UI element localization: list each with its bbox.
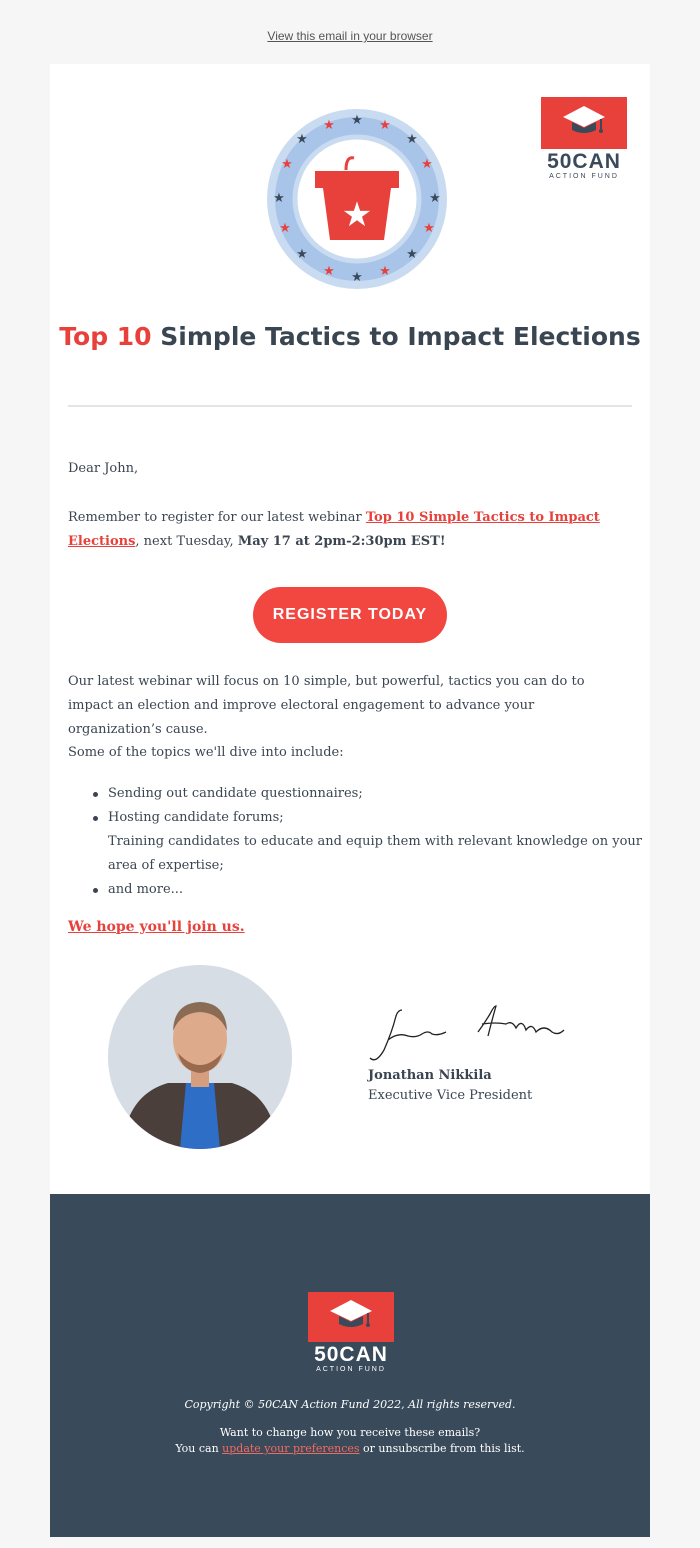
list-item: Hosting candidate forums;	[108, 806, 668, 830]
list-item: Training candidates to educate and equip them with relevant knowledge on your area of expertise;	[108, 834, 643, 873]
svg-text:★: ★	[351, 113, 363, 128]
svg-text:★: ★	[296, 247, 308, 262]
svg-text:★: ★	[323, 264, 335, 279]
svg-text:★: ★	[296, 132, 308, 147]
signature-icon	[366, 1002, 566, 1064]
list-item: Sending out candidate questionnaires;	[108, 782, 668, 806]
brand-name: 50CAN	[547, 150, 621, 173]
svg-text:★: ★	[279, 221, 291, 236]
email-body-card	[50, 64, 650, 1194]
signer-block	[368, 1066, 532, 1106]
svg-text:★: ★	[273, 191, 285, 206]
update-preferences-link[interactable]: update your preferences	[222, 1442, 360, 1455]
svg-text:★: ★	[341, 195, 373, 235]
list-item: and more...	[108, 878, 668, 902]
svg-text:★: ★	[281, 157, 293, 172]
svg-text:★: ★	[351, 270, 363, 285]
svg-text:★: ★	[379, 118, 391, 133]
svg-text:★: ★	[406, 247, 418, 262]
webinar-link[interactable]: Top 10 Simple Tactics to Impact Elections	[68, 510, 600, 549]
copyright-text: Copyright © 50CAN Action Fund 2022, All rights reserved.	[184, 1398, 516, 1411]
greeting: Dear John,	[68, 461, 139, 476]
brand-subtitle: ACTION FUND	[549, 173, 619, 180]
svg-text:★: ★	[323, 118, 335, 133]
brand-name: 50CAN	[314, 1343, 388, 1366]
brand-logo-header[interactable]	[541, 97, 627, 183]
page-title: Top 10 Simple Tactics to Impact Elections	[59, 322, 641, 351]
avatar	[108, 965, 292, 1149]
divider	[68, 405, 632, 407]
graduation-cap-icon	[541, 97, 627, 149]
footer	[50, 1194, 650, 1537]
svg-text:★: ★	[379, 264, 391, 279]
person-photo-icon	[108, 965, 292, 1149]
brand-logo-footer[interactable]	[308, 1292, 394, 1378]
preferences-text: Want to change how you receive these emails? You can update your preferences or unsubscribe from this list.	[175, 1426, 525, 1455]
graduation-cap-icon	[308, 1292, 394, 1342]
topics-intro: Some of the topics we'll dive into include:	[68, 745, 344, 760]
reminder-paragraph: Remember to register for our latest webinar Top 10 Simple Tactics to Impact Elections, next Tuesday, May 17 at 2pm-2:30pm EST!	[68, 510, 600, 549]
svg-text:★: ★	[429, 191, 441, 206]
focus-paragraph: Our latest webinar will focus on 10 simple, but powerful, tactics you can do to impact an election and improve electoral engagement to advance your organization’s cause.	[68, 674, 585, 737]
podium-badge-icon	[266, 108, 448, 290]
svg-text:★: ★	[421, 157, 433, 172]
svg-text:★: ★	[406, 132, 418, 147]
brand-subtitle: ACTION FUND	[316, 1366, 386, 1373]
svg-text:★: ★	[423, 221, 435, 236]
view-in-browser-link[interactable]: View this email in your browser	[267, 29, 433, 43]
signer-name: Jonathan Nikkila	[368, 1068, 492, 1083]
topics-list	[68, 782, 668, 902]
signer-title: Executive Vice President	[368, 1088, 533, 1103]
register-today-button[interactable]: REGISTER TODAY	[253, 587, 447, 643]
join-us-link[interactable]: We hope you'll join us.	[68, 919, 245, 935]
